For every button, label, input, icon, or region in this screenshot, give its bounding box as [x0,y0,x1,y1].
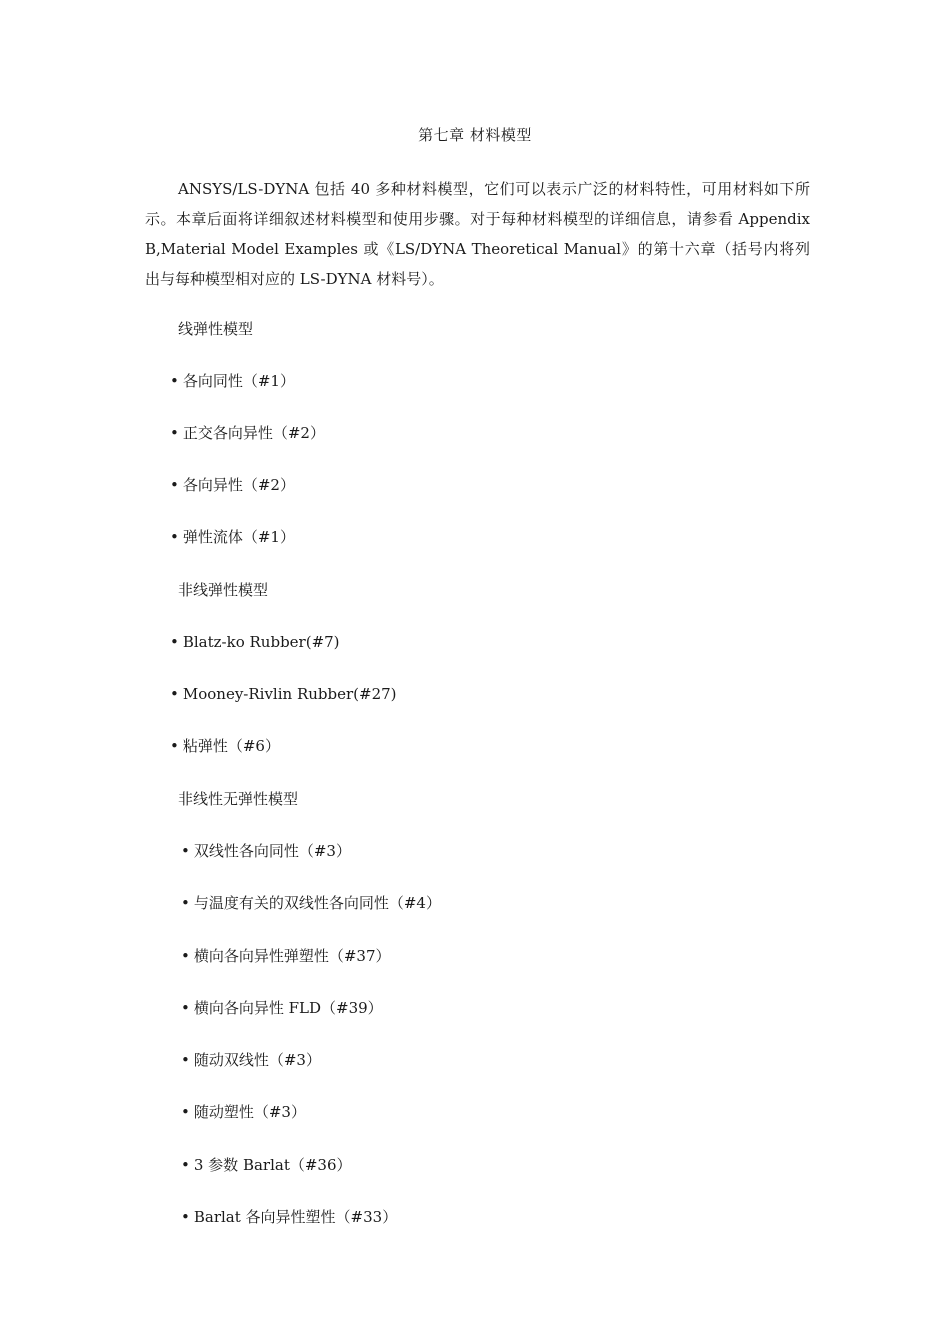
list-item [181,1050,321,1070]
list-item-text: 粘弹性（#6） [182,737,280,755]
bullet-icon: • [181,1103,190,1121]
list-item [170,632,340,652]
list-item [181,998,383,1018]
bullet-icon: • [181,947,190,965]
list-item-text: 正交各向异性（#2） [182,424,325,442]
list-item-text: 弹性流体（#1） [182,528,295,546]
bullet-icon: • [181,1208,190,1226]
list-item-text: 与温度有关的双线性各向同性（#4） [193,894,441,912]
bullet-icon: • [170,424,179,442]
section-heading-nonlinear-inelastic: 非线性无弹性模型 [178,790,299,808]
list-item [170,475,295,495]
section-heading-nonlinear-elastic: 非线弹性模型 [178,581,269,599]
list-item-text: 随动塑性（#3） [193,1103,306,1121]
list-item [170,423,325,443]
list-item [170,684,397,704]
chapter-title: 第七章 材料模型 [418,126,532,144]
list-item-text: Mooney-Rivlin Rubber(#27) [182,685,397,703]
bullet-icon: • [181,999,190,1017]
list-item [170,736,280,756]
bullet-icon: • [170,528,179,546]
list-item-text: Barlat 各向异性塑性（#33） [193,1208,398,1226]
list-item [181,1207,397,1227]
list-item-text: Blatz-ko Rubber(#7) [182,633,340,651]
list-item [170,371,295,391]
bullet-icon: • [170,476,179,494]
list-item [181,1155,352,1175]
list-item-text: 各向同性（#1） [182,372,295,390]
list-item-text: 3 参数 Barlat（#36） [193,1156,352,1174]
bullet-icon: • [170,633,179,651]
list-item-text: 各向异性（#2） [182,476,295,494]
list-item [181,841,351,861]
list-item-text: 横向各向异性弹塑性（#37） [193,947,391,965]
list-item [170,527,295,547]
intro-paragraph: ANSYS/LS-DYNA 包括 40 多种材料模型，它们可以表示广泛的材料特性，可用材料如下所示。本章后面将详细叙述材料模型和使用步骤。对于每种材料模型的详细信息，请参看 Appendix B,Material Model Examples 或《LS/DYNA Theoretical Manual》的第十六章（括号内将列出与每种模型相对应的 LS-DYNA 材料号）。 [145,180,810,288]
list-item-text: 横向各向异性 FLD（#39） [193,999,383,1017]
bullet-icon: • [181,1051,190,1069]
list-item [181,893,441,913]
list-item [181,1102,306,1122]
list-item-text: 随动双线性（#3） [193,1051,321,1069]
bullet-icon: • [181,1156,190,1174]
bullet-icon: • [170,372,179,390]
list-item-text: 双线性各向同性（#3） [193,842,351,860]
bullet-icon: • [170,737,179,755]
bullet-icon: • [170,685,179,703]
bullet-icon: • [181,842,190,860]
list-item [181,946,391,966]
bullet-icon: • [181,894,190,912]
section-heading-linear-elastic: 线弹性模型 [178,320,254,338]
